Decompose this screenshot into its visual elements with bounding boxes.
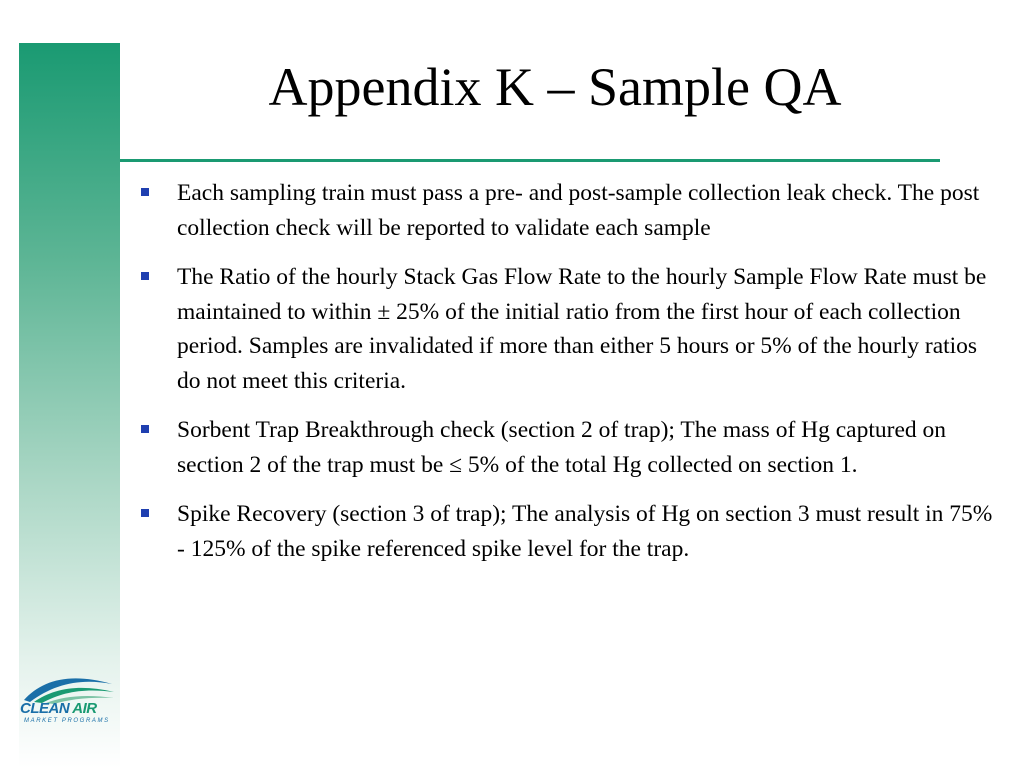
- bullet-list: [140, 176, 1000, 581]
- bullet-text: Sorbent Trap Breakthrough check (section 2 of trap); The mass of Hg captured on section 2 of the trap must be ≤ 5% of the total Hg collected on section 1.: [177, 417, 947, 478]
- bullet-item: [140, 176, 1000, 245]
- logo-word-clean: CLEAN: [20, 700, 70, 717]
- bullet-text: Each sampling train must pass a pre- and post-sample collection leak check. The post collection check will be reported to validate each sample: [177, 180, 980, 241]
- bullet-item: [140, 413, 1000, 482]
- bullet-item: [140, 260, 1000, 398]
- bullet-item: [140, 497, 1000, 566]
- title-divider: [120, 159, 940, 162]
- logo-wordmark: [20, 700, 116, 717]
- logo-subtitle: MARKET PROGRAMS: [24, 718, 110, 724]
- square-bullet-icon: [141, 272, 149, 280]
- square-bullet-icon: [141, 425, 149, 433]
- square-bullet-icon: [141, 509, 149, 517]
- side-gradient-bar: [19, 43, 120, 768]
- slide-title: Appendix K – Sample QA: [268, 57, 842, 117]
- bullet-text: Spike Recovery (section 3 of trap); The analysis of Hg on section 3 must result in 75% - 125% of the spike referenced spike level for the trap.: [177, 501, 993, 562]
- wave-swoosh-icon: [20, 670, 116, 704]
- bullet-text: The Ratio of the hourly Stack Gas Flow Rate to the hourly Sample Flow Rate must be maintained to within ± 25% of the initial ratio from the first hour of each collection period. Samples are invalidated if more than either 5 hours or 5% of the hourly ratios do not meet this criteria.: [177, 264, 987, 394]
- square-bullet-icon: [141, 188, 149, 196]
- clean-air-logo: [20, 670, 116, 730]
- logo-word-air: AIR: [72, 700, 97, 717]
